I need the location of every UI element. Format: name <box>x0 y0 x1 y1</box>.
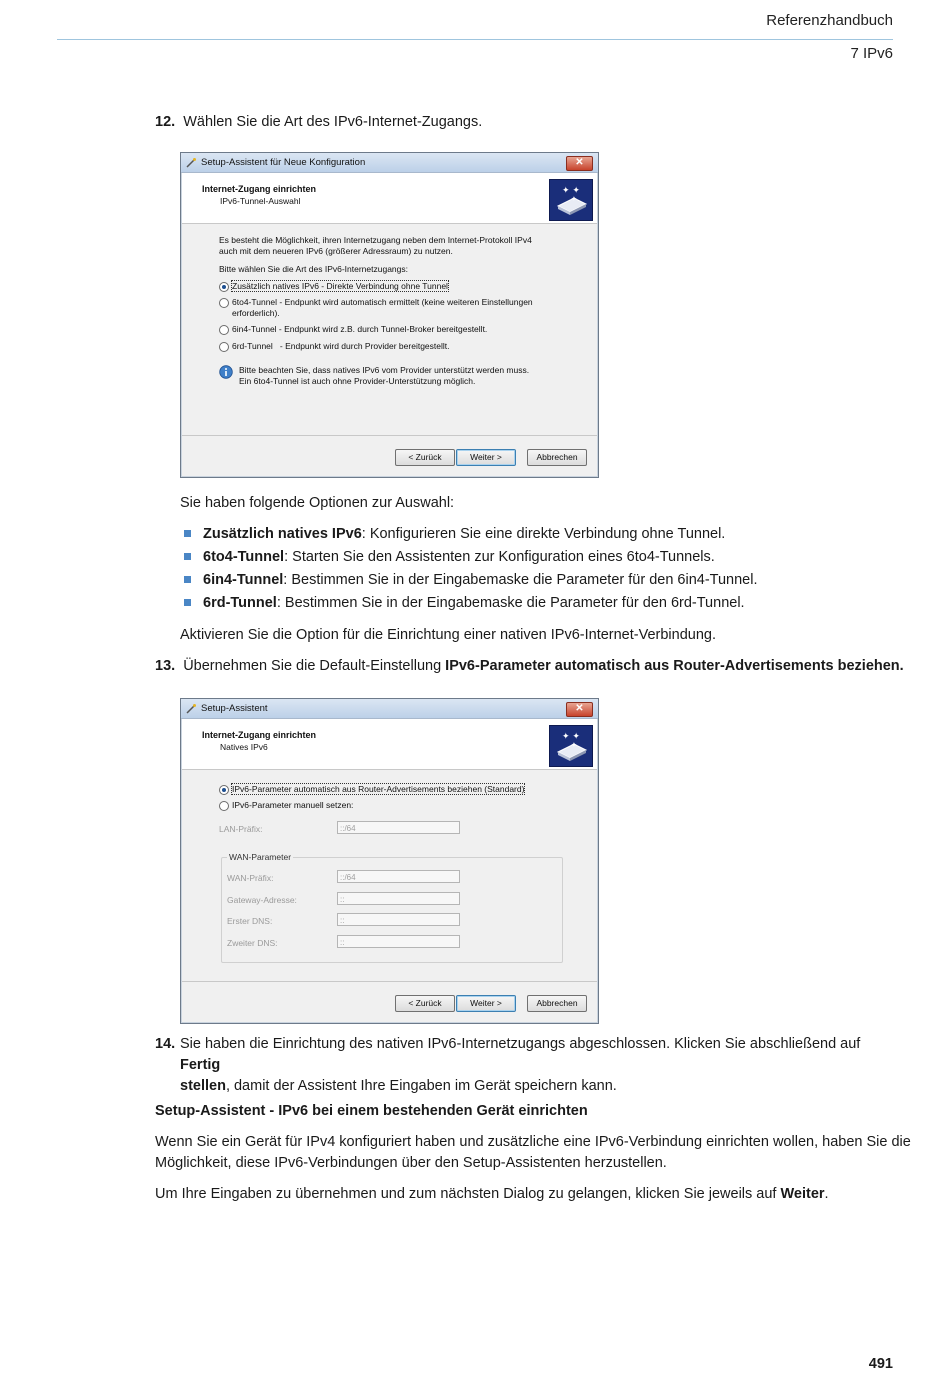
dns2-label: Zweiter DNS: <box>227 938 278 948</box>
radio-6to4-label-cont[interactable]: erforderlich). <box>232 308 280 318</box>
radio-native-ipv6-label[interactable]: Zusätzlich natives IPv6 - Direkte Verbindung ohne Tunnel <box>232 281 448 291</box>
radio-6rd-label[interactable]: 6rd-Tunnel - Endpunkt wird durch Provider bereitgestellt. <box>232 341 450 351</box>
dialog-titlebar <box>181 699 598 719</box>
intro-line-2: auch mit dem neueren IPv6 (größerer Adressraum) zu nutzen. <box>219 246 453 256</box>
section-heading: Setup-Assistent - IPv6 bei einem bestehenden Gerät einrichten <box>155 1103 588 1119</box>
wan-group-label: WAN-Parameter <box>229 852 292 862</box>
svg-text:✦ ✦: ✦ ✦ <box>562 186 580 196</box>
dialog-native-ipv6 <box>180 698 599 1024</box>
radio-6to4-label[interactable]: 6to4-Tunnel - Endpunkt wird automatisch ermittelt (keine weiteren Einstellungen <box>232 297 533 307</box>
bullet-item <box>203 593 745 614</box>
radio-6to4[interactable] <box>219 298 229 308</box>
close-icon[interactable]: ✕ <box>566 702 593 717</box>
cancel-button[interactable]: Abbrechen <box>527 995 587 1012</box>
radio-auto-params[interactable] <box>219 785 229 795</box>
gateway-field[interactable]: :: <box>337 892 460 905</box>
cancel-button[interactable]: Abbrechen <box>527 449 587 466</box>
step-14-text: Sie haben die Einrichtung des nativen IPv6-Internetzugangs abgeschlossen. Klicken Sie abschließend auf Fertig stellen, damit der Assistent Ihre Eingaben im Gerät speichern kann. <box>180 1036 861 1094</box>
dialog-header-band <box>182 173 597 224</box>
bullet-item <box>203 524 725 545</box>
step-number: 12. <box>155 114 176 130</box>
dialog-header-band <box>182 719 597 770</box>
bullet-desc: : Bestimmen Sie in der Eingabemaske die Parameter für den 6in4-Tunnel. <box>283 572 758 588</box>
intro-line-1: Es besteht die Möglichkeit, ihren Internetzugang neben dem Internet-Protokoll IPv4 <box>219 235 532 245</box>
wizard-icon <box>186 703 197 714</box>
bullet-desc: : Bestimmen Sie in der Eingabemaske die Parameter für den 6rd-Tunnel. <box>276 595 745 611</box>
back-button[interactable]: < Zurück <box>395 995 455 1012</box>
section-para-1-line-1: Wenn Sie ein Gerät für IPv4 konfiguriert haben und zusätzliche eine IPv6-Verbindung einrichten wollen, haben Sie die <box>155 1134 911 1150</box>
dns1-label: Erster DNS: <box>227 916 273 926</box>
back-button[interactable]: < Zurück <box>395 449 455 466</box>
dns2-field[interactable]: :: <box>337 935 460 948</box>
step-text: Übernehmen Sie die Default-Einstellung IPv6-Parameter automatisch aus Router-Advertisements beziehen. <box>183 658 904 674</box>
running-header-title: Referenzhandbuch <box>766 12 893 29</box>
svg-text:✦: ✦ <box>571 195 577 203</box>
options-intro: Sie haben folgende Optionen zur Auswahl: <box>180 495 455 511</box>
wan-prefix-label: WAN-Präfix: <box>227 873 274 883</box>
bullet-term: 6rd-Tunnel <box>203 595 277 611</box>
bullet-marker <box>184 576 191 583</box>
step-12 <box>155 112 482 133</box>
router-logo-icon <box>549 179 593 221</box>
close-icon[interactable]: ✕ <box>566 156 593 171</box>
page-number: 491 <box>868 1356 893 1372</box>
bullet-term: 6in4-Tunnel <box>203 572 284 588</box>
dialog-subheading: Natives IPv6 <box>220 742 268 752</box>
bullet-item <box>203 570 757 591</box>
radio-6rd[interactable] <box>219 342 229 352</box>
button-separator <box>182 435 597 436</box>
lan-prefix-label: LAN-Präfix: <box>219 824 263 834</box>
bullet-item <box>203 547 715 568</box>
button-separator <box>182 981 597 982</box>
bullet-marker <box>184 530 191 537</box>
bullet-desc: : Starten Sie den Assistenten zur Konfiguration eines 6to4-Tunnels. <box>284 549 715 565</box>
running-header-chapter: 7 IPv6 <box>850 45 893 62</box>
radio-manual-params-label[interactable]: IPv6-Parameter manuell setzen: <box>232 800 354 810</box>
bullet-marker <box>184 599 191 606</box>
radio-6in4-label[interactable]: 6in4-Tunnel - Endpunkt wird z.B. durch Tunnel-Broker bereitgestellt. <box>232 324 488 334</box>
header-rule <box>57 39 893 40</box>
router-logo-icon <box>549 725 593 767</box>
radio-auto-params-label[interactable]: IPv6-Parameter automatisch aus Router-Advertisements beziehen (Standard) <box>232 784 525 794</box>
dialog-titlebar <box>181 153 598 173</box>
bullet-marker <box>184 553 191 560</box>
wizard-icon <box>186 157 197 168</box>
next-button[interactable]: Weiter > <box>456 449 516 466</box>
activate-instruction: Aktivieren Sie die Option für die Einrichtung einer nativen IPv6-Internet-Verbindung. <box>180 627 717 643</box>
dialog-subheading: IPv6-Tunnel-Auswahl <box>220 196 301 206</box>
section-para-2: Um Ihre Eingaben zu übernehmen und zum nächsten Dialog zu gelangen, klicken Sie jeweils auf Weiter. <box>155 1186 829 1202</box>
bullet-term: 6to4-Tunnel <box>203 549 285 565</box>
svg-text:✦ ✦: ✦ ✦ <box>562 732 580 742</box>
wan-prefix-field[interactable]: ::/64 <box>337 870 460 883</box>
dialog-tunnel-selection <box>180 152 599 478</box>
dialog-title: Setup-Assistent für Neue Konfiguration <box>201 157 366 168</box>
svg-text:✦: ✦ <box>571 741 577 749</box>
dialog-heading: Internet-Zugang einrichten <box>202 730 317 740</box>
step-13 <box>155 656 904 677</box>
dialog-title: Setup-Assistent <box>201 703 268 714</box>
note-line-1: Bitte beachten Sie, dass natives IPv6 vom Provider unterstützt werden muss. <box>239 365 530 375</box>
note-line-2: Ein 6to4-Tunnel ist auch ohne Provider-Unterstützung möglich. <box>239 376 476 386</box>
dns1-field[interactable]: :: <box>337 913 460 926</box>
step-14-number: 14. <box>155 1036 176 1052</box>
bullet-desc: : Konfigurieren Sie eine direkte Verbindung ohne Tunnel. <box>361 526 726 542</box>
radio-manual-params[interactable] <box>219 801 229 811</box>
next-button[interactable]: Weiter > <box>456 995 516 1012</box>
section-para-1-line-2: Möglichkeit, diese IPv6-Verbindungen über den Setup-Assistenten herzustellen. <box>155 1155 667 1171</box>
lan-prefix-field[interactable]: ::/64 <box>337 821 460 834</box>
dialog-heading: Internet-Zugang einrichten <box>202 184 317 194</box>
step-number: 13. <box>155 658 176 674</box>
bullet-term: Zusätzlich natives IPv6 <box>203 526 362 542</box>
select-prompt: Bitte wählen Sie die Art des IPv6-Internetzugangs: <box>219 264 409 274</box>
gateway-label: Gateway-Adresse: <box>227 895 297 905</box>
info-icon <box>219 365 233 379</box>
radio-6in4[interactable] <box>219 325 229 335</box>
radio-native-ipv6[interactable] <box>219 282 229 292</box>
step-text: Wählen Sie die Art des IPv6-Internet-Zugangs. <box>183 114 483 130</box>
